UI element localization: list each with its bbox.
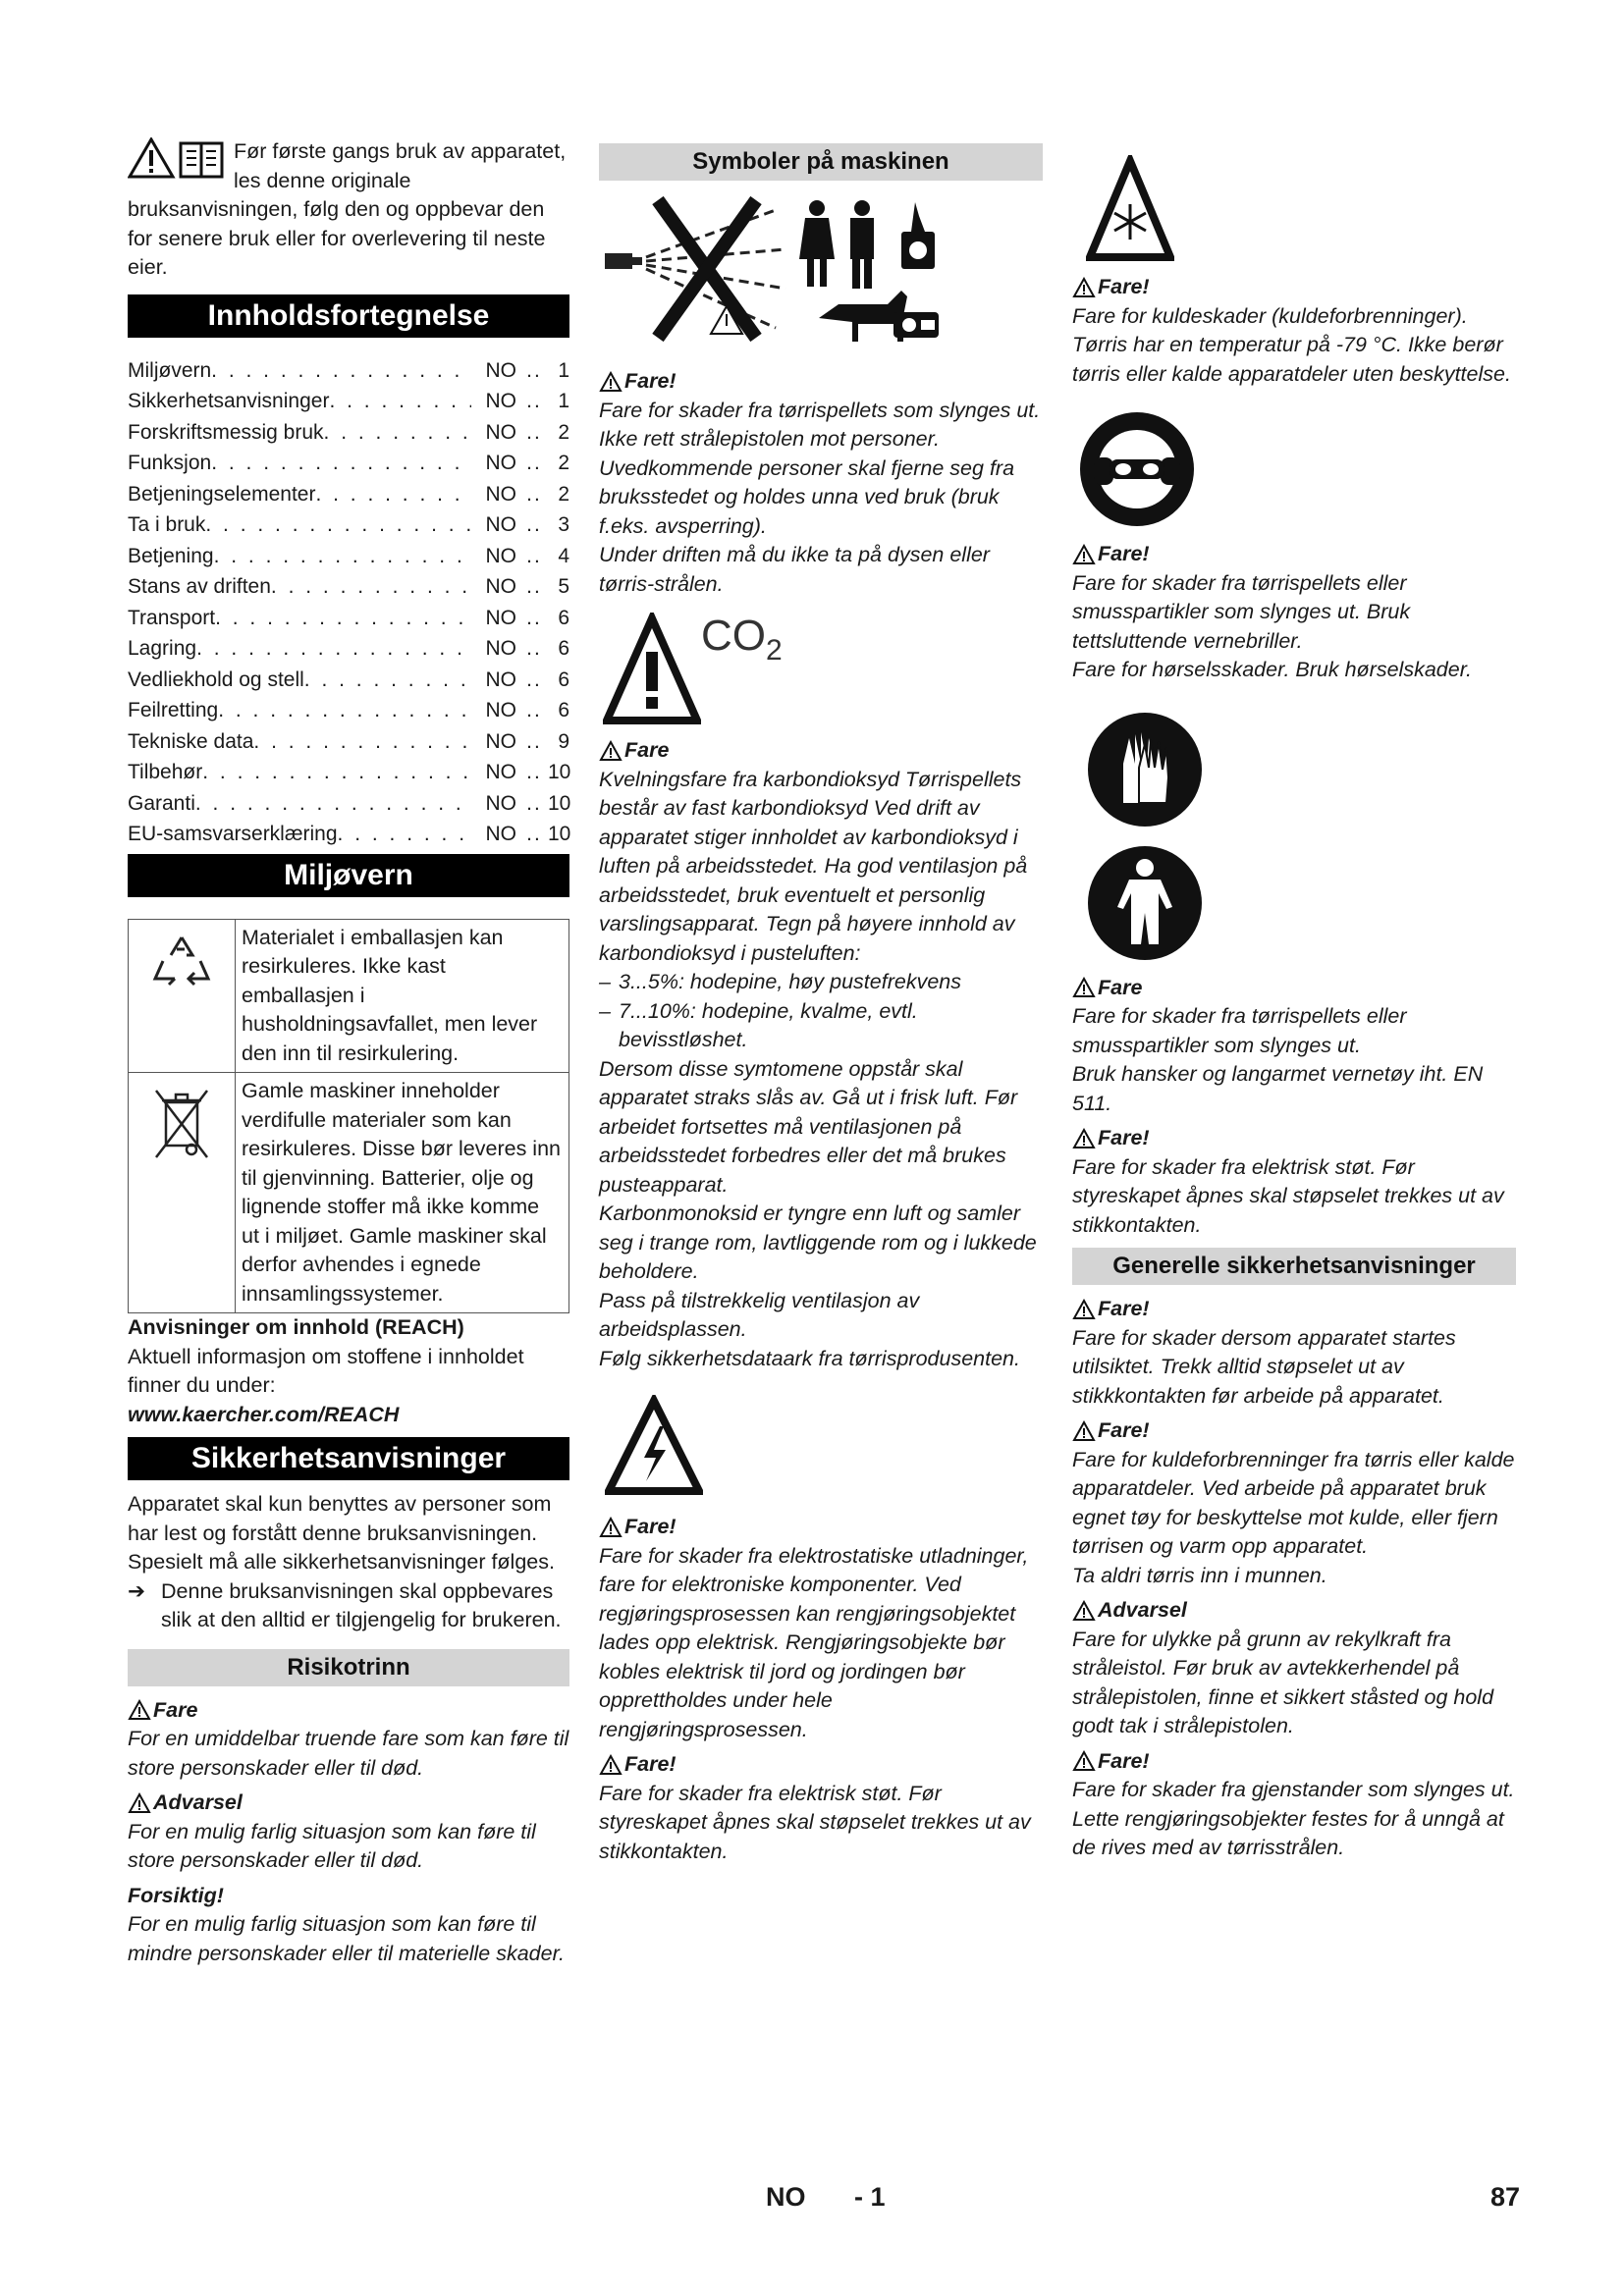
- warning-triangle-icon: [1072, 1299, 1096, 1320]
- safety-bullet: [128, 1577, 569, 1635]
- co2-label: [701, 613, 783, 674]
- toc-entry-title: Stans av driften: [128, 575, 271, 598]
- cold-warning-icon: [1086, 155, 1174, 265]
- toc-entry-lang: NO: [485, 420, 516, 444]
- footer-language: NO: [766, 2182, 806, 2212]
- toc-leader-dots: [253, 726, 471, 758]
- column-middle: [599, 143, 1043, 1866]
- warning-label: Fare!: [1098, 1748, 1150, 1773]
- reach-link[interactable]: www.kaercher.com/REACH: [128, 1402, 400, 1426]
- toc-entry-lang: NO: [485, 729, 516, 753]
- risk-text: For en umiddelbar truende fare som kan føre til store personskader eller til død.: [128, 1727, 569, 1780]
- toc-separator: ..: [526, 761, 542, 783]
- warning-label: Fare!: [1098, 275, 1150, 298]
- toc-entry-lang: NO: [485, 544, 516, 567]
- warning-text: Ta aldri tørris inn i munnen.: [1072, 1563, 1327, 1587]
- warning-label: Fare!: [624, 1515, 677, 1538]
- warning-label: Fare!: [624, 369, 677, 393]
- environment-heading: Miljøvern: [128, 854, 569, 897]
- warning-heading: [1072, 1295, 1516, 1324]
- warning-text: Fare for skader dersom apparatet startes utilsiktet. Trekk alltid støpselet ut av stikkkontakten før arbeide på apparatet.: [1072, 1325, 1456, 1408]
- toc-list: [128, 355, 569, 850]
- warning-and-manual-icon: [128, 137, 226, 181]
- toc-entry-lang: NO: [485, 358, 516, 382]
- risk-level-caution: [128, 1882, 569, 1911]
- toc-entry-title: Transport: [128, 606, 216, 629]
- toc-separator: ..: [526, 452, 542, 474]
- toc-leader-dots: [211, 448, 471, 479]
- toc-entry[interactable]: [128, 355, 569, 387]
- recycle-icon-cell: [129, 919, 236, 1073]
- warning-heading: [1072, 273, 1516, 302]
- toc-entry-page: 6: [558, 667, 569, 691]
- warning-triangle-icon: [128, 1699, 151, 1721]
- toc-entry-title: Garanti: [128, 791, 195, 815]
- warning-text: Fare for hørselsskader. Bruk hørselskader.: [1072, 658, 1473, 681]
- toc-entry-page: 6: [558, 699, 569, 721]
- toc-entry-lang: NO: [485, 637, 516, 660]
- warning-heading: [1072, 974, 1516, 1003]
- toc-entry-page: 10: [548, 823, 571, 845]
- warning-text: Karbonmonoksid er tyngre enn luft og samler seg i trange rom, lavtliggende rom og i lukkede beholdere.: [599, 1201, 1037, 1283]
- warning-heading: [1072, 1124, 1516, 1153]
- warning-triangle-icon: [1072, 977, 1096, 998]
- toc-separator: ..: [526, 544, 542, 567]
- toc-separator: ..: [526, 823, 542, 845]
- toc-separator: ..: [526, 606, 542, 629]
- toc-entry[interactable]: [128, 509, 569, 541]
- toc-entry-title: Betjening: [128, 544, 214, 567]
- toc-entry[interactable]: [128, 665, 569, 696]
- toc-separator: ..: [526, 637, 542, 660]
- toc-separator: ..: [526, 575, 542, 598]
- warning-label: Fare!: [1098, 1126, 1150, 1149]
- toc-entry-lang: NO: [485, 823, 516, 845]
- toc-entry-page: 6: [558, 637, 569, 660]
- toc-entry-title: Lagring: [128, 637, 197, 660]
- toc-entry-page: 9: [558, 729, 569, 753]
- toc-leader-dots: [215, 603, 471, 634]
- toc-entry[interactable]: [128, 541, 569, 572]
- reach-heading: Anvisninger om innhold (REACH): [128, 1315, 464, 1339]
- environment-table: [128, 919, 569, 1314]
- toc-entry[interactable]: [128, 757, 569, 788]
- toc-leader-dots: [218, 695, 471, 726]
- toc-entry-title: EU-samsvarserklæring: [128, 823, 338, 845]
- safety-bullet-text: Denne bruksanvisningen skal oppbevares slik at den alltid er tilgjengelig for brukeren.: [161, 1578, 562, 1631]
- toc-entry-lang: NO: [485, 513, 516, 536]
- toc-entry-title: Betjeningselementer: [128, 482, 316, 506]
- toc-entry-title: Miljøvern: [128, 358, 212, 382]
- warning-label: Fare: [624, 738, 670, 762]
- warning-text: Følg sikkerhetsdataark fra tørrisprodusenten.: [599, 1346, 1020, 1370]
- risk-text: For en mulig farlig situasjon som kan føre til store personskader eller til død.: [128, 1819, 536, 1872]
- list-item: – 3...5%: hodepine, høy pustefrekvens: [599, 968, 1043, 997]
- co2-symbol: [599, 613, 1043, 730]
- toc-entry-title: Tilbehør: [128, 761, 203, 783]
- toc-entry-title: Feilretting: [128, 699, 219, 721]
- warning-text: Fare for skader fra tørrispellets som slynges ut. Ikke rett strålepistolen mot personer. Uvedkommende personer skal fjerne seg fra bruksstedet og holdes unna ved bruk (bruk f.eks. avsperring).: [599, 398, 1041, 538]
- toc-entry-lang: NO: [485, 452, 516, 474]
- warning-text: Pass på tilstrekkelig ventilasjon av arbeidsplassen.: [599, 1288, 920, 1341]
- toc-entry-page: 3: [558, 513, 569, 536]
- toc-leader-dots: [205, 509, 471, 541]
- toc-leader-dots: [195, 788, 471, 820]
- warning-heading: [1072, 1596, 1516, 1626]
- toc-leader-dots: [329, 386, 471, 417]
- warning-text: Fare for skader fra tørrispellets eller smusspartikler som slynges ut. Bruk tettsluttende vernebriller.: [1072, 570, 1411, 653]
- warning-text: Dersom disse symtomene oppstår skal apparatet straks slås av. Gå ut i frisk luft. Før arbeidet fortsettes må ventilasjonen på arbeidsstedet forbedres eller det må brukes pusteapparat.: [599, 1056, 1018, 1197]
- toc-entry-page: 4: [558, 544, 569, 567]
- warning-triangle-icon: [128, 1792, 151, 1814]
- toc-separator: ..: [526, 667, 542, 691]
- toc-leader-dots: [271, 571, 471, 603]
- toc-entry-page: 10: [548, 761, 571, 783]
- toc-entry[interactable]: [128, 571, 569, 603]
- toc-separator: ..: [526, 482, 542, 506]
- warning-text: Under driften må du ikke ta på dysen eller tørris-strålen.: [599, 543, 990, 596]
- warning-label: Fare!: [1098, 1297, 1150, 1320]
- toc-entry-page: 2: [558, 482, 569, 506]
- toc-entry[interactable]: [128, 417, 569, 449]
- list-item-text: 7...10%: hodepine, kvalme, evtl. bevisstløshet.: [619, 998, 918, 1051]
- toc-separator: ..: [526, 420, 542, 444]
- toc-entry-page: 6: [558, 606, 569, 629]
- co2-sub: 2: [766, 633, 783, 667]
- warning-text: Fare for kuldeforbrenninger fra tørris eller kalde apparatdeler. Ved arbeide på apparatet bruk egnet tøy for beskyttelse mot kulde, eller fjern tørrisen og varm opp apparatet.: [1072, 1447, 1515, 1558]
- warning-heading: [599, 1750, 1043, 1780]
- warning-heading: [1072, 540, 1516, 569]
- spray-prohibition-symbol: [599, 190, 1043, 357]
- toc-separator: ..: [526, 729, 542, 753]
- toc-entry[interactable]: [128, 448, 569, 479]
- list-item-text: 3...5%: hodepine, høy pustefrekvens: [619, 970, 961, 993]
- toc-entry-lang: NO: [485, 606, 516, 629]
- warning-heading: [599, 367, 1043, 397]
- toc-leader-dots: [304, 665, 471, 696]
- toc-entry-page: 10: [548, 791, 571, 815]
- toc-leader-dots: [324, 417, 471, 449]
- toc-leader-dots: [214, 541, 471, 572]
- table-row: [129, 1073, 569, 1313]
- toc-entry-lang: NO: [485, 791, 516, 815]
- toc-entry[interactable]: [128, 633, 569, 665]
- warning-heading: [599, 1513, 1043, 1542]
- table-row: [129, 919, 569, 1073]
- risk-label: Advarsel: [153, 1790, 243, 1814]
- warning-label: Fare!: [1098, 1418, 1150, 1442]
- toc-entry[interactable]: [128, 386, 569, 417]
- toc-entry[interactable]: [128, 695, 569, 726]
- warning-text: Fare for ulykke på grunn av rekylkraft fra stråleistol. Før bruk av avtekkerhendel på strålepistolen, finne et sikkert ståsted og hold godt tak i strålepistolen.: [1072, 1627, 1494, 1737]
- toc-separator: ..: [526, 791, 542, 815]
- toc-entry-lang: NO: [485, 390, 516, 412]
- warning-triangle-icon: [599, 1517, 623, 1538]
- toc-entry-page: 1: [558, 390, 569, 412]
- warning-triangle-icon: [599, 1754, 623, 1776]
- warning-label: Advarsel: [1098, 1598, 1187, 1622]
- toc-entry[interactable]: [128, 788, 569, 820]
- warning-text: Fare for skader fra tørrispellets eller smusspartikler som slynges ut.: [1072, 1004, 1407, 1057]
- toc-entry-title: Vedliekhold og stell: [128, 667, 304, 691]
- toc-separator: ..: [526, 390, 542, 412]
- toc-entry-page: 5: [558, 575, 569, 598]
- intro-icons: [128, 137, 228, 181]
- weee-text: Gamle maskiner inneholder verdifulle materialer som kan resirkuleres. Disse bør leveres inn til gjenvinning. Batterier, olje og lignende stoffer må ikke komme ut i miljøet. Gamle maskiner skal derfor avhendes i egnede innsamlingssystemer.: [236, 1073, 569, 1313]
- toc-entry[interactable]: [128, 726, 569, 758]
- warning-triangle-icon: [1072, 277, 1096, 298]
- warning-heading: [1072, 1747, 1516, 1777]
- warning-triangle-icon: [1072, 1420, 1096, 1442]
- recycle-text: Materialet i emballasjen kan resirkuleres. Ikke kast emballasjen i husholdningsavfallet, men lever den inn til resirkulering.: [236, 919, 569, 1073]
- toc-entry[interactable]: [128, 479, 569, 510]
- general-safety-heading: Generelle sikkerhetsanvisninger: [1072, 1248, 1516, 1285]
- toc-entry-lang: NO: [485, 699, 516, 721]
- co2-warning-icon: [603, 613, 701, 726]
- warning-triangle-icon: [1072, 1750, 1096, 1772]
- toc-entry-title: Forskriftsmessig bruk: [128, 420, 324, 444]
- warning-text: Fare for skader fra elektrisk støt. Før styreskapet åpnes skal støpselet trekkes ut av stikkontakten.: [599, 1781, 1031, 1863]
- toc-entry-lang: NO: [485, 667, 516, 691]
- toc-entry[interactable]: [128, 603, 569, 634]
- toc-leader-dots: [202, 757, 471, 788]
- warning-triangle-icon: [1072, 544, 1096, 565]
- toc-leader-dots: [315, 479, 471, 510]
- risk-text: For en mulig farlig situasjon som kan føre til mindre personskader eller til materielle skader.: [128, 1912, 565, 1965]
- toc-leader-dots: [196, 633, 471, 665]
- toc-entry-lang: NO: [485, 482, 516, 506]
- warning-triangle-icon: [1072, 1600, 1096, 1622]
- warning-text: Bruk hansker og langarmet vernetøy iht. EN 511.: [1072, 1062, 1484, 1115]
- list-item: – 7...10%: hodepine, kvalme, evtl. bevisstløshet.: [599, 997, 1043, 1055]
- toc-entry-title: Ta i bruk: [128, 513, 206, 536]
- column-right: [1072, 155, 1516, 1863]
- warning-text: Fare for skader fra elektrisk støt. Før styreskapet åpnes skal støpselet trekkes ut av stikkontakten.: [1072, 1154, 1504, 1237]
- warning-text: Fare for skader fra elektrostatiske utladninger, fare for elektroniske komponenter. Ved regjøringsprosessen kan rengjøringsobjektet lades opp elektrisk. Rengjøringsobjekte bør kobles elektrisk til jord og jordingen bør opprettholdes under hele rengjøringsprosessen.: [599, 1543, 1029, 1741]
- toc-entry-title: Sikkerhetsanvisninger: [128, 390, 330, 412]
- toc-separator: ..: [526, 358, 542, 382]
- warning-text: Fare for skader fra gjenstander som slynges ut. Lette rengjøringsobjekter festes for å unngå at de rives med av tørrisstrålen.: [1072, 1778, 1515, 1859]
- warning-label: Fare: [1098, 975, 1143, 999]
- warning-text: Kvelningsfare fra karbondioksyd Tørrispellets består av fast karbondioksyd Ved drift av apparatet stiger innholdet av karbondioksyd i luften på arbeidsstedet. Ha god ventilasjon på arbeidsstedet, bruk eventuelt et personlig varslingsapparat. Tegn på høyere innhold av karbondioksyd i pusteluften:: [599, 767, 1028, 965]
- intro-block: [128, 137, 569, 283]
- footer-page-index: - 1: [854, 2182, 886, 2212]
- warning-triangle-icon: [599, 740, 623, 762]
- warning-label: Fare!: [624, 1752, 677, 1776]
- warning-label: Fare!: [1098, 542, 1150, 565]
- gloves-icon: [1084, 709, 1206, 830]
- risk-label: Forsiktig!: [128, 1883, 224, 1907]
- footer-page-number: 87: [1490, 2182, 1521, 2212]
- protective-suit-icon: [1084, 842, 1206, 964]
- warning-heading: [599, 736, 1043, 766]
- toc-entry-page: 2: [558, 452, 569, 474]
- risk-level-warning: [128, 1789, 569, 1818]
- toc-entry-lang: NO: [485, 575, 516, 598]
- warning-triangle-icon: [1072, 1128, 1096, 1149]
- toc-separator: ..: [526, 699, 542, 721]
- intro-text: Før første gangs bruk av apparatet, les denne originale bruksanvisningen, følg den og oppbevar den for senere bruk eller for overlevering til neste eier.: [128, 139, 567, 279]
- crossed-bin-icon: [152, 1085, 211, 1163]
- warning-text: Fare for kuldeskader (kuldeforbrenninger). Tørris har en temperatur på -79 °C. Ikke berør tørris eller kalde apparatdeler uten beskyttelse.: [1072, 303, 1511, 386]
- risk-label: Fare: [153, 1697, 198, 1722]
- weee-icon-cell: [129, 1073, 236, 1313]
- toc-leader-dots: [338, 819, 471, 850]
- goggles-ear-protection-icon: [1076, 408, 1198, 530]
- toc-entry-title: Funksjon: [128, 452, 212, 474]
- toc-heading: Innholdsfortegnelse: [128, 294, 569, 338]
- warning-heading: [1072, 1416, 1516, 1446]
- toc-entry-title: Tekniske data: [128, 729, 254, 753]
- risk-level-danger: [128, 1696, 569, 1726]
- safety-intro: Apparatet skal kun benyttes av personer som har lest og forstått denne bruksanvisningen. Spesielt må alle sikkerhetsanvisninger følges.: [128, 1492, 555, 1574]
- toc-entry-lang: NO: [485, 761, 516, 783]
- safety-heading: Sikkerhetsanvisninger: [128, 1437, 569, 1480]
- co2-main: CO: [701, 612, 766, 660]
- symbols-heading: Symboler på maskinen: [599, 143, 1043, 181]
- high-voltage-icon: [605, 1395, 703, 1497]
- arrow-right-icon: ➔: [128, 1578, 146, 1603]
- warning-triangle-icon: [599, 371, 623, 393]
- column-left: [128, 137, 569, 1968]
- reach-text: Aktuell informasjon om stoffene i innholdet finner du under:: [128, 1344, 524, 1397]
- toc-entry-page: 2: [558, 420, 569, 444]
- recycle-icon: [149, 932, 214, 996]
- toc-entry[interactable]: [128, 819, 569, 850]
- toc-leader-dots: [211, 355, 471, 387]
- toc-separator: ..: [526, 513, 542, 536]
- toc-entry-page: 1: [558, 358, 569, 382]
- risk-heading: Risikotrinn: [128, 1649, 569, 1686]
